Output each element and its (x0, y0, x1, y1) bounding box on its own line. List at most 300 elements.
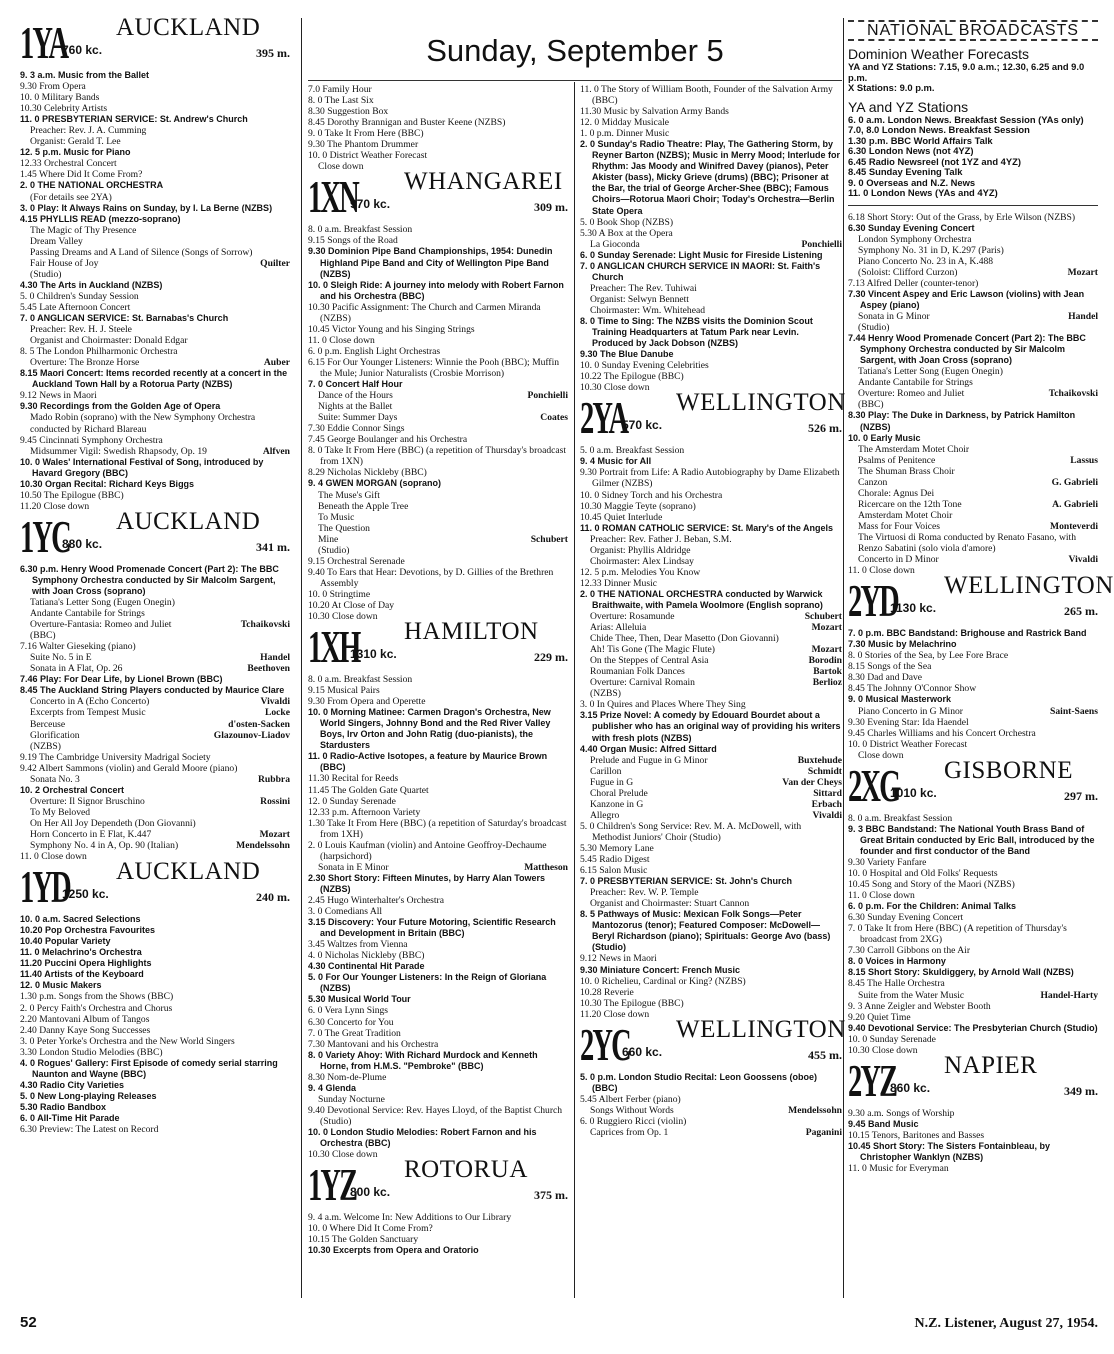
programme-text: 6.30 Sunday Evening Concert (848, 912, 964, 924)
programme-text: On Her All Joy Dependeth (Don Giovanni) (30, 817, 196, 829)
programme-item (848, 223, 1098, 234)
programme-item (580, 909, 842, 953)
programme-text: 7.46 Play: For Dear Life, by Lionel Brown (BBC) (20, 674, 223, 685)
yayz-line: 6.30 London News (not 4YZ) (848, 145, 974, 157)
programme-item (308, 235, 568, 246)
station-header (20, 507, 290, 562)
yayz-line: 6. 0 a.m. London News. Breakfast Session (YAs only) (848, 113, 1084, 125)
programme-item (308, 1039, 568, 1050)
programme-item (308, 707, 568, 751)
programme-item (848, 672, 1098, 683)
composer: Berlioz (812, 677, 842, 689)
programme-item (20, 1014, 290, 1025)
programme-detail (848, 455, 1098, 466)
programme-detail (308, 523, 568, 534)
programme-text: Caprices from Op. 1 (590, 1126, 669, 1138)
programme-text: 10.40 Popular Variety (20, 936, 111, 947)
station-callsign: 1XH (308, 621, 360, 673)
composer: Paganini (805, 1126, 842, 1138)
programme-item (308, 895, 568, 906)
programme-item (848, 278, 1098, 289)
station-wavelength: 349 m. (1064, 1083, 1098, 1098)
programme-text: Horn Concerto in E Flat, K.447 (30, 829, 152, 840)
programme-item (848, 694, 1098, 705)
programme-text: Andante Cantabile for Strings (858, 377, 973, 389)
programme-text: 5.45 Radio Digest (580, 854, 650, 866)
programme-detail (580, 688, 842, 699)
programme-text: On the Steppes of Central Asia (590, 655, 709, 667)
programme-item (20, 147, 290, 158)
programme-text: 9. 3 a.m. Music from the Ballet (20, 70, 150, 80)
programme-text: (BBC) (858, 399, 884, 411)
programme-text: Overture: The Bronze Horse (30, 357, 140, 369)
programme-text: (For details see 2YA) (30, 191, 112, 203)
programme-item (308, 751, 568, 773)
station-2yd (848, 572, 1114, 761)
yayz-line: 6.45 Radio Newsreel (not 1YZ and 4YZ) (848, 155, 1021, 167)
programme-item (308, 972, 568, 994)
programme-text: 8. 0 Take It From Here (BBC) (a repetition of Thursday's broadcast from 1XN) (308, 445, 567, 468)
programme-text: 7. 0 p.m. BBC Bandstand: Brighouse and Rastrick Band (848, 628, 1087, 639)
programme-text: 9.40 Devotional Service: The Presbyterian Church (Studio) (848, 1022, 1098, 1033)
programme-item (308, 567, 568, 589)
composer: Erbach (811, 798, 842, 810)
programme-detail (20, 608, 290, 619)
programme-text: 10.45 Quiet Interlude (580, 511, 663, 523)
programme-text: 9.40 Devotional Service: Rev. Hayes Lloyd, of the Baptist Church (Studio) (308, 1104, 563, 1127)
station-city: WELLINGTON (676, 1015, 846, 1043)
programme-item (580, 523, 842, 534)
programme-detail (580, 294, 842, 305)
programme-text: 10. 2 Orchestral Concert (20, 784, 125, 795)
programme-text: Nights at the Ballet (318, 401, 393, 413)
programme-text: 7. 0 Take It from Here (BBC) (A repetition of Thursday's broadcast from 2XG) (848, 923, 1067, 946)
station-2yz (848, 1051, 1098, 1175)
programme-text: 2.20 Mantovani Album of Tangos (20, 1013, 150, 1025)
programme-text: Choirmaster: Wm. Whitehead (590, 304, 706, 316)
programme-text: 5.45 Albert Ferber (piano) (580, 1093, 681, 1105)
programme-text: Sonata in G Minor (858, 311, 930, 323)
programme-text: 10. 0 Where Did It Come From? (308, 1223, 433, 1235)
programme-item (308, 445, 568, 467)
programme-text: 8.45 The Johnny O'Connor Show (848, 683, 977, 695)
programme-item (20, 564, 290, 597)
programme-detail (308, 534, 568, 545)
composer: Saint-Saens (1050, 705, 1098, 717)
station-callsign: 1YZ (308, 1159, 357, 1211)
programme-text: 7.30 Eddie Connor Sings (308, 423, 405, 435)
programme-text: 2.40 Danny Kaye Song Successes (20, 1024, 151, 1036)
programme-item (308, 467, 568, 478)
station-city: AUCKLAND (116, 507, 261, 535)
programme-text: (NZBS) (30, 740, 61, 752)
composer: Schmidt (807, 765, 842, 777)
station-frequency: 1310 kc. (350, 647, 397, 662)
programme-text: 5.30 Memory Lane (580, 843, 654, 854)
programme-item (848, 1012, 1098, 1023)
station-frequency: 800 kc. (350, 1185, 391, 1200)
programme-text: 10.45 Song and Story of the Maori (NZBS) (848, 879, 1015, 891)
programme-item (848, 333, 1098, 366)
programme-item (20, 280, 290, 291)
station-1yd (20, 858, 290, 1136)
programme-item (308, 917, 568, 939)
programme-text: Organist and Choirmaster: Stuart Cannon (590, 898, 750, 910)
programme-text: 10. 0 Hospital and Old Folks' Requests (848, 867, 998, 879)
programme-text: 6.30 p.m. Henry Wood Promenade Concert (Part 2): The BBC Symphony Orchestra conducted by Sir Malcolm Sargent, with Joan Cross (soprano) (20, 563, 279, 596)
programme-text: 6.15 For Our Younger Listeners: Winnie the Pooh (BBC); Muffin the Mule; Junior Naturalists (Crosbie Morrison) (308, 356, 560, 379)
programme-text: 11. 0 Close down (848, 565, 915, 577)
programme-text: Suite: Summer Days (318, 412, 398, 424)
column-2 (308, 84, 568, 1256)
programme-item (580, 699, 842, 710)
programme-text: 4.30 Radio City Varieties (20, 1079, 125, 1090)
programme-text: 12.33 Orchestral Concert (20, 158, 117, 170)
programme-item (848, 289, 1098, 311)
programme-text: The Amsterdam Motet Choir (858, 443, 970, 455)
station-1xh (308, 618, 568, 1161)
programme-text: 10. 0 Wales' International Festival of Song, introduced by Havard Gregory (BBC) (20, 456, 264, 478)
station-callsign: 2YC (580, 1018, 630, 1070)
programme-text: 2. 0 Sunday's Radio Theatre: Play, The Gathering Storm, by Reyner Barton (NZBS); Music in Merry Mood; Interlude for Rhythm: Jas Moody and Winifred Davey (pianos), Peter Akister (bass), Micky Grieve (drums) (BBC); Prisoner at the Bar, the trial of George Archer-Shee (BBC); Famous Choirs—Rotorua Maori Choir; Today's Orchestra—Berlin State Opera (580, 139, 841, 216)
programme-item (20, 180, 290, 191)
programme-item (308, 818, 568, 840)
programme-item (308, 1072, 568, 1083)
programme-text: 7. 0 Concert Half Hour (308, 379, 403, 390)
page-title-banner (308, 22, 842, 81)
programme-item (20, 914, 290, 925)
programme-detail (848, 554, 1098, 565)
programme-detail (20, 741, 290, 752)
programme-item (308, 478, 568, 489)
programme-text: 11.20 Close down (20, 500, 90, 512)
programme-detail (580, 305, 842, 316)
programme-text: 11.30 Recital for Reeds (308, 773, 399, 785)
station-1yc (20, 507, 290, 863)
programme-item (20, 490, 290, 501)
programme-text: Prelude and Fugue in G Minor (590, 754, 708, 766)
programme-detail (580, 1105, 842, 1116)
station-wavelength: 240 m. (256, 890, 290, 905)
station-wavelength: 229 m. (534, 650, 568, 665)
programme-text: 10.45 Victor Young and his Singing Strings (308, 323, 475, 335)
programme-detail (580, 545, 842, 556)
programme-text: 4.40 Organ Music: Alfred Sittard (580, 743, 717, 754)
programme-text: 8.45 The Halle Orchestra (848, 978, 945, 990)
programme-text: 9.30 Evening Star: Ida Haendel (848, 716, 969, 728)
station-callsign: 2XG (848, 759, 900, 811)
programme-text: Midsummer Vigil: Swedish Rhapsody, Op. 19 (30, 445, 207, 457)
programme-item (580, 456, 842, 467)
yayz-heading: YA and YZ Stations (848, 98, 969, 115)
programme-text: 11.45 The Golden Gate Quartet (308, 784, 429, 796)
programme-text: Preacher: Rev. J. A. Cumming (30, 125, 147, 137)
programme-text: Canzon (858, 476, 888, 488)
composer: Vivaldi (812, 809, 842, 821)
programme-item (20, 401, 290, 412)
station-callsign: 1YA (20, 17, 68, 68)
programme-text: 11. 0 ROMAN CATHOLIC SERVICE: St. Mary's of the Angels (580, 522, 834, 533)
programme-item (580, 261, 842, 283)
programme-detail (848, 488, 1098, 499)
programme-text: 3.15 Discovery: Your Future Motoring, Scientific Research and Development in Britain (BBC) (308, 917, 556, 939)
programme-text: 8. 5 The London Philharmonic Orchestra (20, 346, 178, 358)
programme-text: 6.15 Salon Music (580, 865, 648, 877)
programme-item (848, 945, 1098, 956)
programme-text: Suite from the Water Music (858, 989, 965, 1001)
programme-item (580, 976, 842, 987)
programme-text: (Soloist: Clifford Curzon) (858, 266, 958, 278)
programme-item (20, 214, 290, 225)
programme-item (580, 865, 842, 876)
programme-detail (20, 412, 290, 434)
programme-detail (308, 1094, 568, 1105)
programme-text: 9.45 Charles Williams and his Concert Orchestra (848, 727, 1036, 739)
programme-item (20, 302, 290, 313)
programme-text: 6. 0 Ruggiero Ricci (violin) (580, 1115, 687, 1127)
programme-text: 5. 0 New Long-playing Releases (20, 1090, 157, 1101)
programme-item (308, 796, 568, 807)
programme-text: 8. 5 Pathways of Music: Mexican Folk Songs—Peter Mantozorus (tenor); Featured Composer: McDowell—Beryl Richardson (piano); Spirituals: George Avo (bass) (Studio) (580, 909, 831, 953)
programme-text: 5. 0 Book Shop (NZBS) (580, 216, 674, 228)
programme-detail (308, 412, 568, 423)
station-header (20, 858, 290, 913)
programme-item (848, 212, 1098, 223)
programme-text: 10.15 The Golden Sanctuary (308, 1234, 419, 1246)
programme-text: The Virtuosi di Roma conducted by Renato Fasano, with Renzo Sabatini (solo viola d'amore) (858, 532, 1077, 555)
programme-text: Ah! Tis Gone (The Magic Flute) (590, 644, 715, 656)
programme-text: The Muse's Gift (318, 489, 380, 501)
programme-text: 2. 0 Percy Faith's Orchestra and Chorus (20, 1002, 173, 1014)
programme-text: Andante Cantabile for Strings (30, 608, 145, 620)
programme-text: 12. 0 Music Makers (20, 980, 102, 991)
programme-text: 2.30 Short Story: Fifteen Minutes, by Harry Alan Towers (NZBS) (308, 872, 546, 894)
programme-text: Piano Concerto No. 23 in A, K.488 (858, 255, 994, 267)
programme-text: 5.30 Radio Bandbox (20, 1101, 107, 1112)
divider (848, 205, 1098, 206)
programme-detail (848, 399, 1098, 410)
programme-detail (20, 247, 290, 258)
programme-detail (308, 490, 568, 501)
programme-text: 10.50 The Epilogue (BBC) (20, 489, 124, 501)
programme-detail (848, 245, 1098, 256)
programme-item (848, 813, 1098, 824)
composer: Handel-Harty (1040, 989, 1098, 1001)
programme-text: 12.33 Dinner Music (580, 577, 658, 589)
programme-text: Songs Without Words (590, 1104, 674, 1116)
programme-item (308, 906, 568, 917)
programme-detail (580, 887, 842, 898)
programme-item (20, 435, 290, 446)
station-city: WELLINGTON (676, 389, 846, 417)
programme-detail (848, 311, 1098, 322)
column-1 (20, 14, 290, 1136)
programme-text: 7.0 Family Hour (308, 84, 372, 95)
programme-text: (Studio) (30, 268, 62, 280)
station-frequency: 760 kc. (62, 43, 103, 57)
composer: Monteverdi (1050, 520, 1098, 532)
programme-text: 9.30 Dominion Pipe Band Championships, 1954: Dunedin Highland Pipe Band and City of Wellington Pipe Band (NZBS) (308, 246, 553, 279)
composer: Mozart (811, 644, 842, 656)
programme-text: 8.15 Maori Concert: Items recorded recently at a concert in the Auckland Town Hall by a Rotorua Party (NZBS) (20, 368, 288, 390)
programme-item (20, 457, 290, 479)
programme-detail (580, 777, 842, 788)
programme-item (20, 158, 290, 169)
station-header (848, 1051, 1098, 1106)
station-callsign: 2YD (848, 575, 898, 627)
composer: Mozart (1067, 266, 1098, 278)
column-4 (848, 18, 1114, 1175)
programme-detail (20, 840, 290, 851)
programme-item (308, 1223, 568, 1234)
programme-text: 8.15 Songs of the Sea (848, 661, 932, 673)
programme-item (580, 1072, 842, 1094)
programme-item (308, 346, 568, 357)
programme-text: Ricercare on the 12th Tone (858, 498, 962, 510)
programme-text: Choral Prelude (590, 787, 648, 799)
programme-detail (580, 622, 842, 633)
programme-text: (Studio) (318, 544, 350, 556)
programme-text: 5. 0 Children's Sunday Session (20, 290, 139, 302)
programme-text: 9.30 The Phantom Drummer (308, 139, 419, 151)
programme-detail (580, 534, 842, 545)
programme-detail (580, 239, 842, 250)
programme-text: 8. 0 The Last Six (308, 95, 374, 107)
column-3 (580, 84, 846, 1138)
programme-text: Dream Valley (30, 235, 83, 247)
programme-detail (308, 501, 568, 512)
programme-text: Sonata No. 3 (30, 773, 80, 785)
programme-text: 10.15 Tenors, Baritones and Basses (848, 1129, 985, 1141)
programme-detail (848, 234, 1098, 245)
programme-item (580, 854, 842, 865)
programme-text: 3.15 Prize Novel: A comedy by Edouard Bourdet about a publisher who has an original way of providing his writers with fresh plots (NZBS) (580, 710, 841, 743)
station-frequency: 1130 kc. (890, 601, 937, 616)
programme-text: 10.30 Close down (848, 1044, 918, 1056)
programme-detail (308, 512, 568, 523)
programme-item (20, 991, 290, 1002)
programme-detail (20, 125, 290, 136)
programme-item (308, 556, 568, 567)
programme-item (20, 346, 290, 357)
programme-item (580, 578, 842, 589)
programme-item (20, 1080, 290, 1091)
programme-item (308, 106, 568, 117)
programme-text: 10.30 Close down (308, 1149, 378, 1161)
programme-text: 7. 0 ANGLICAN CHURCH SERVICE IN MAORI: St. Faith's Church (580, 260, 821, 282)
programme-text: 9.42 Albert Sammons (violin) and Gerald Moore (piano) (20, 762, 238, 774)
programme-item (580, 998, 842, 1009)
programme-text: 2.45 Hugo Winterhalter's Orchestra (308, 895, 444, 906)
programme-text: Preacher: The Rev. Tuhiwai (590, 282, 697, 294)
listener-page (20, 14, 1114, 1333)
composer: Mozart (811, 622, 842, 634)
programme-text: 7.44 Henry Wood Promenade Concert (Part 2): The BBC Symphony Orchestra conducted by Sir Malcolm Sargent, with Joan Cross (soprano) (848, 333, 1086, 366)
programme-item (20, 479, 290, 490)
programme-text: 7.16 Walter Gieseking (piano) (20, 641, 136, 653)
composer: Handel (1068, 311, 1098, 323)
programme-item (580, 117, 842, 128)
programme-detail (20, 829, 290, 840)
programme-text: 10.22 The Epilogue (BBC) (580, 371, 684, 383)
programme-detail (580, 799, 842, 810)
programme-text: 5. 0 For Our Younger Listeners: In the Reign of Gloriana (NZBS) (308, 972, 547, 994)
programme-text: 8.45 Dorothy Brannigan and Buster Keene (NZBS) (308, 117, 506, 129)
station-1yz (308, 1156, 568, 1256)
programme-text: Concerto in A (Echo Concerto) (30, 696, 150, 708)
programme-item (848, 912, 1098, 923)
programme-text: 9.15 Orchestral Serenade (308, 555, 405, 567)
composer: Vivaldi (1068, 554, 1098, 566)
station-header (580, 1015, 846, 1070)
programme-text: Kanzone in G (590, 798, 644, 810)
composer: Tchaikovski (1048, 388, 1098, 400)
programme-text: 9. 4 GWEN MORGAN (soprano) (308, 478, 442, 489)
programme-item (848, 739, 1098, 750)
programme-item (20, 1091, 290, 1102)
programme-item (20, 1036, 290, 1047)
programme-text: 6.30 Sunday Evening Concert (848, 222, 975, 233)
programme-detail (580, 655, 842, 666)
yayz-line: 1.30 p.m. BBC World Affairs Talk (848, 134, 993, 146)
programme-text: 10. 0 Richelieu, Cardinal or King? (NZBS) (580, 975, 746, 987)
programme-item (580, 953, 842, 964)
programme-text: 7. 0 The Great Tradition (308, 1027, 401, 1039)
station-header (580, 389, 846, 444)
programme-text: (Studio) (858, 322, 890, 334)
programme-text: 6. 0 p.m. English Light Orchestras (308, 345, 441, 357)
programme-text: 10. 0 Sleigh Ride: A journey into melody with Robert Farnon and his Orchestra (BBC) (308, 279, 564, 301)
programme-item (308, 807, 568, 818)
composer: Rubbra (258, 773, 290, 785)
programme-detail (20, 225, 290, 236)
composer: Van der Cheys (782, 776, 842, 788)
programme-item (848, 1141, 1098, 1163)
programme-item (848, 824, 1098, 857)
programme-text: 7.30 Music by Melachrino (848, 639, 957, 650)
programme-item (308, 785, 568, 796)
programme-text: 6. 0 Sunday Serenade: Light Music for Fireside Listening (580, 249, 823, 260)
programme-text: To My Beloved (30, 806, 91, 818)
station-callsign: 1YD (20, 861, 70, 913)
programme-text: 7.30 Vincent Aspey and Eric Lawson (violins) with Jean Aspey (piano) (848, 288, 1085, 311)
programme-item (20, 969, 290, 980)
programme-item (308, 773, 568, 784)
programme-text: 11. 0 Melachrino's Orchestra (20, 947, 142, 958)
composer: Lassus (1070, 454, 1098, 466)
programme-detail (580, 810, 842, 821)
programme-text: Preacher: Rev. H. J. Steele (30, 324, 132, 336)
programme-item (848, 639, 1098, 650)
programme-text: 8. 0 Time to Sing: The NZBS visits the Dominion Scout Training Headquarters at Tatum Park near Levin. Produced by Jack Dobson (NZBS) (580, 315, 813, 349)
programme-detail (848, 377, 1098, 388)
composer: Locke (264, 707, 290, 719)
programme-text: 11.30 Music by Salvation Army Bands (580, 106, 729, 118)
programme-text: 5.30 Musical World Tour (308, 994, 411, 1005)
programme-text: Overture: Romeo and Juliet (858, 388, 965, 400)
station-callsign: 2YZ (848, 1054, 897, 1106)
programme-detail (580, 766, 842, 777)
programme-detail (20, 619, 290, 630)
composer: Handel (260, 652, 290, 664)
programme-item (20, 1047, 290, 1058)
page-number: 52 (20, 1314, 37, 1331)
programme-item (308, 950, 568, 961)
programme-text: 10.30 Maggie Teyte (soprano) (580, 500, 696, 512)
programme-text: 12.33 p.m. Afternoon Variety (308, 806, 421, 818)
programme-item (308, 685, 568, 696)
programme-item (308, 246, 568, 279)
